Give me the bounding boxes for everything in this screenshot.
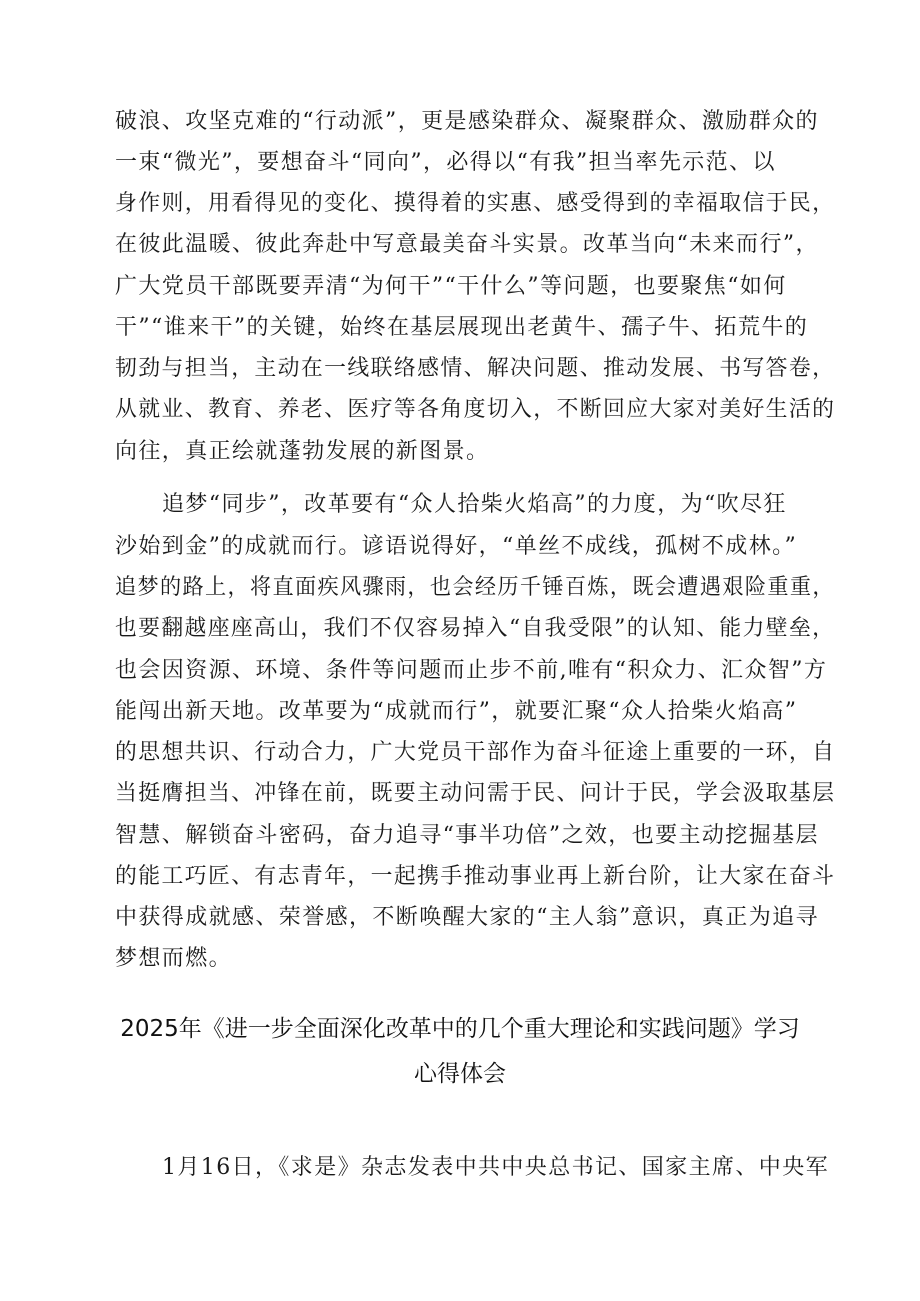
paragraph-2-line-4: 也要翻越座座高山，我们不仅容易掉入“自我受限”的认知、能力壁垒， <box>115 616 836 641</box>
paragraph-2-line-3: 追梦的路上，将直面疾风骤雨，也会经历千锤百炼，既会遭遇艰险重重， <box>115 575 835 600</box>
paragraph-2-line-1: 追梦“同步”，改革要有“众人拾柴火焰高”的力度，为“吹尽狂 <box>162 492 787 517</box>
section-heading-line-1: 2025年《进一步全面深化改革中的几个重大理论和实践问题》学习 <box>120 1016 800 1042</box>
paragraph-1-line-4: 在彼此温暖、彼此奔赴中写意最美奋斗实景。改革当向“未来而行”， <box>115 232 819 257</box>
paragraph-1-line-3: 身作则，用看得见的变化、摸得着的实惠、感受得到的幸福取信于民， <box>115 191 836 216</box>
paragraph-1-line-5: 广大党员干部既要弄清“为何干”“干什么”等问题，也要聚焦“如何 <box>115 274 787 299</box>
paragraph-2-line-12: 梦想而燃。 <box>115 946 233 971</box>
paragraph-1-line-6: 干”“谁来干”的关键，始终在基层展现出老黄牛、孺子牛、拓荒牛的 <box>115 315 809 340</box>
paragraph-2-line-6: 能闯出新天地。改革要为“成就而行”，就要汇聚“众人拾柴火焰高” <box>115 699 798 724</box>
paragraph-2-line-8: 当挺膺担当、冲锋在前，既要主动问需于民、问计于民，学会汲取基层 <box>115 781 836 806</box>
paragraph-1-line-9: 向往，真正绘就蓬勃发展的新图景。 <box>115 439 490 464</box>
paragraph-2-line-7: 的思想共识、行动合力，广大党员干部作为奋斗征途上重要的一环，自 <box>115 740 836 765</box>
paragraph-2-line-5: 也会因资源、环境、条件等问题而止步不前,唯有“积众力、汇众智”方 <box>115 658 828 683</box>
paragraph-3-line-1: 1月16日，《求是》杂志发表中共中央总书记、国家主席、中央军 <box>162 1155 829 1180</box>
paragraph-1-line-2: 一束“微光”，要想奋斗“同向”，必得以“有我”担当率先示范、以 <box>115 150 776 175</box>
paragraph-1-line-8: 从就业、教育、养老、医疗等各角度切入，不断回应大家对美好生活的 <box>115 397 836 422</box>
paragraph-1-line-1: 破浪、攻坚克难的“行动派”，更是感染群众、凝聚群众、激励群众的 <box>115 109 819 134</box>
paragraph-2-line-10: 的能工巧匠、有志青年，一起携手推动事业再上新台阶，让大家在奋斗 <box>115 864 836 889</box>
paragraph-2-line-2: 沙始到金”的成就而行。谚语说得好，“单丝不成线，孤树不成林。” <box>115 534 798 559</box>
paragraph-2-line-9: 智慧、解锁奋斗密码，奋力追寻“事半功倍”之效，也要主动挖掘基层 <box>115 823 819 848</box>
paragraph-1-line-7: 韧劲与担当，主动在一线联络感情、解决问题、推动发展、书写答卷， <box>115 356 836 381</box>
paragraph-2-line-11: 中获得成就感、荣誉感，不断唤醒大家的“主人翁”意识，真正为追寻 <box>115 905 819 930</box>
section-heading-line-2: 心得体会 <box>414 1061 506 1087</box>
